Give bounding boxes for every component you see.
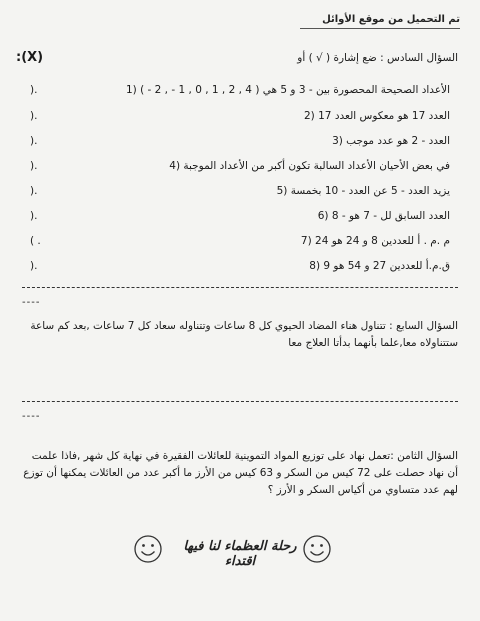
q6-item-3 [30,135,450,151]
q6-item-answer-slot: ). [30,135,38,147]
q6-item-answer-slot: ). [30,210,38,222]
q6-item-text: العدد السابق لل - 7 هو - 8 (6 [317,210,450,222]
q6-item-answer-slot: ). [30,260,38,272]
q6-item-text: العدد 17 هو معكوس العدد 17 (2 [303,110,450,122]
q6-item-answer-slot: ). [30,185,38,197]
q6-item-text: يزيد العدد - 5 عن العدد - 10 بخمسة (5 [276,185,450,197]
q6-item-text: العدد - 2 هو عدد موجب (3 [332,135,450,147]
question-7: السؤال السابع : تتناول هناء المضاد الحيوي كل 8 ساعات وتتناوله سعاد كل 7 ساعات ,بعد كم ساعة ستتناولاه معا,علما بأنهما بدأتا العلاج معا [30,320,458,349]
question-6-mark: :(X) [16,50,44,65]
divider-tail: ---- [22,297,41,308]
q6-item-text: في بعض الأحيان الأعداد السالبة تكون أكبر من الأعداد الموجبة (4 [169,160,450,172]
q6-item-5 [30,185,450,201]
q6-item-4 [30,160,450,176]
q6-item-answer-slot: ( . [30,235,41,247]
q6-item-answer-slot: ). [30,110,38,122]
motivational-slogan: رحلة العظماء لنا فيها اقتداء [183,539,297,569]
question-8: السؤال الثامن :تعمل نهاد على توزيع المواد التموينية للعائلات الفقيرة في نهاية كل شهر ,فاذا علمت أن نهاد حصلت على 72 كيس من السكر و 63 كيس من الأرز ما أكبر عدد من العائلات يمكنها أن توزع لهم عدد متساوي من أكياس السكر و الأرز ؟ [23,450,458,496]
q6-item-answer-slot: ). [30,160,38,172]
q6-item-8 [30,260,450,276]
section-divider [22,401,458,402]
q6-item-6 [30,210,450,226]
q6-item-answer-slot: ). [30,84,38,96]
question-6-title-text: السؤال السادس : ضع إشارة ( √ ) أو [297,52,458,64]
divider-tail: ---- [22,411,41,422]
smiley-face-icon [133,534,163,564]
question-6-title [18,52,458,64]
q6-item-text: ق.م.أ للعددين 27 و 54 هو 9 (8 [309,260,450,272]
q6-item-7 [30,235,450,251]
q6-item-2 [30,110,450,126]
q6-item-1 [30,84,450,100]
q6-item-text: الأعداد الصحيحة المحصورة بين - 3 و 5 هي ( 4 , 2 , 1 , 0 , 1 - , 2 - ) (1 [125,84,450,96]
download-source-header: تم التحميل من موقع الأوائل [300,14,460,29]
footer [0,534,480,574]
section-divider [22,287,458,288]
smiley-face-icon [302,534,332,564]
q6-item-text: م .م . أ للعددين 8 و 24 هو 24 (7 [300,235,450,247]
